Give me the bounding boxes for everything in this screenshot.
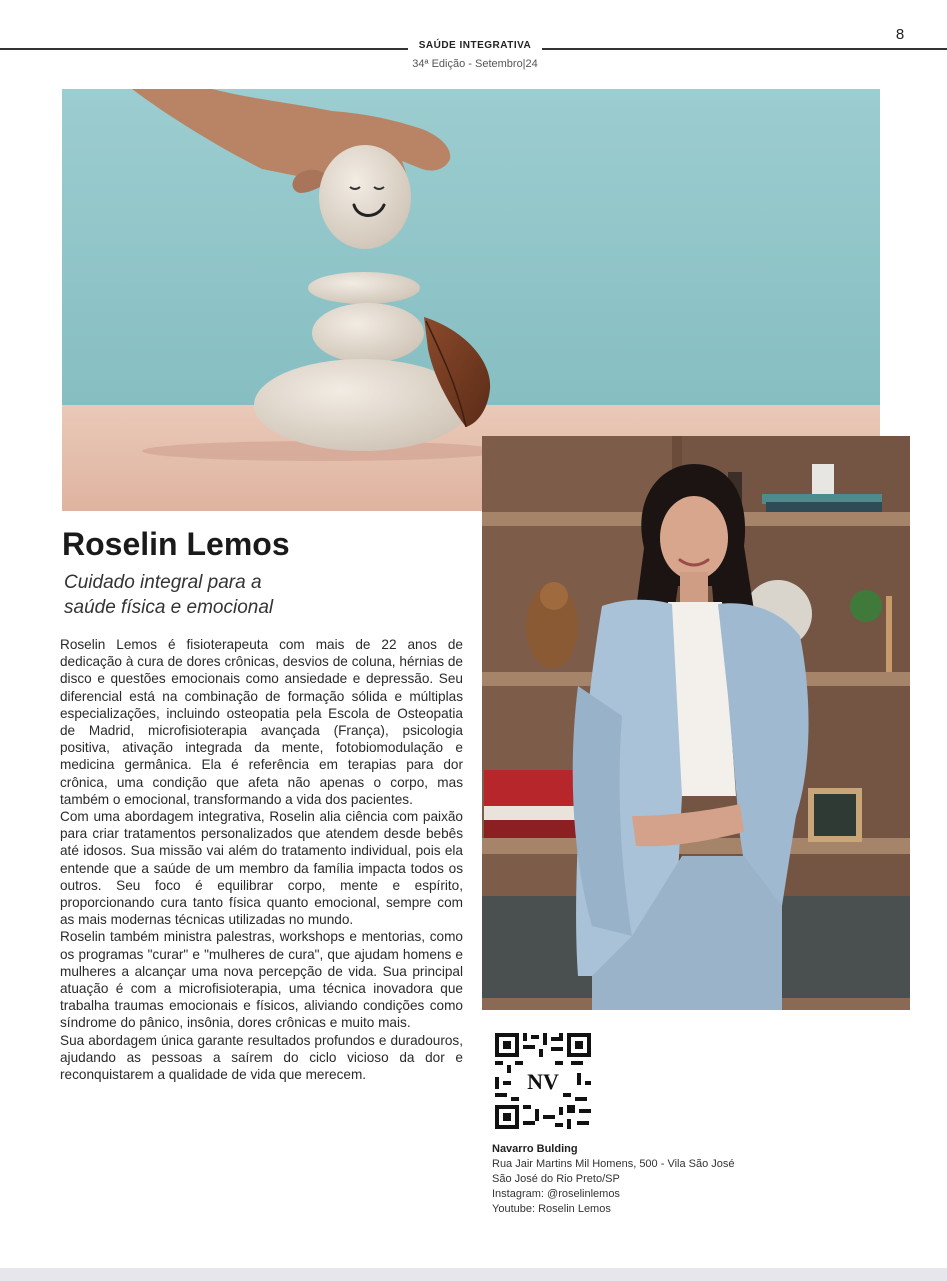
article-title: Roselin Lemos — [62, 526, 290, 562]
page-number: 8 — [895, 26, 905, 43]
paragraph: Roselin também ministra palestras, workshops e mentorias, como os programas "curar" e "mulheres de cura", que ajudam homens e mulheres a alcançar uma nova percepção de vida. Sua principal atuação é com a microfisioterapia, uma técnica inovadora que trabalha traumas emocionais e físicos, aliviando condições como síndrome do pânico, insônia, dores crônicas e muito mais. — [60, 929, 463, 1031]
qr-logo-text: NV — [527, 1069, 559, 1094]
contact-info — [492, 1142, 822, 1217]
city-line: São José do Rio Preto/SP — [492, 1173, 620, 1185]
venue-name: Navarro Bulding — [492, 1143, 578, 1155]
article-subtitle — [64, 570, 464, 620]
section-title: SAÚDE INTEGRATIVA — [418, 40, 532, 51]
page-bottom-margin — [0, 1268, 947, 1281]
paragraph: Sua abordagem única garante resultados profundos e duradouros, ajudando as pessoas a saírem do ciclo vicioso da dor e reconquistarem a qualidade de vida que merecem. — [60, 1032, 463, 1083]
youtube-link[interactable]: Youtube: Roselin Lemos — [492, 1203, 611, 1215]
instagram-link[interactable]: Instagram: @roselinlemos — [492, 1188, 620, 1200]
paragraph: Com uma abordagem integrativa, Roselin alia ciência com paixão para criar tratamentos personalizados que atendem desde bebês até idosos. Sua missão vai além do tratamento individual, pois ela entende que a saúde de um membro da família impacta todos os outros. Seu foco é equilibrar corpo, mente e espírito, proporcionando cura tanto física quanto emocional, sempre com as mais modernas técnicas utilizadas no mundo. — [60, 809, 463, 928]
header-rule-right — [542, 48, 947, 50]
subtitle-line-2: saúde física e emocional — [64, 597, 274, 618]
portrait-photo-roselin — [482, 436, 910, 1010]
edition-label: 34ª Edição - Setembro|24 — [412, 58, 538, 70]
qr-code[interactable] — [493, 1031, 593, 1131]
article-body — [60, 636, 463, 1083]
header-rule-left — [0, 48, 408, 50]
paragraph: Roselin Lemos é fisioterapeuta com mais de 22 anos de dedicação à cura de dores crônicas, desvios de coluna, hérnias de disco e questões emocionais como ansiedade e depressão. Seu diferencial está na combinação de formação sólida e múltiplas especializações, incluindo osteopatia pela Escola de Osteopatia de Madrid, microfisioterapia avançada (França), psicologia positiva, ativação integrada da mente, fotobiomodulação e medicina germânica. Ela é referência em terapias para dor crônica, uma condição que afeta não apenas o corpo, mas também o emocional, transformando a vida dos pacientes. — [60, 637, 463, 807]
subtitle-line-1: Cuidado integral para a — [64, 572, 262, 593]
address-line: Rua Jair Martins Mil Homens, 500 - Vila São José — [492, 1158, 735, 1170]
